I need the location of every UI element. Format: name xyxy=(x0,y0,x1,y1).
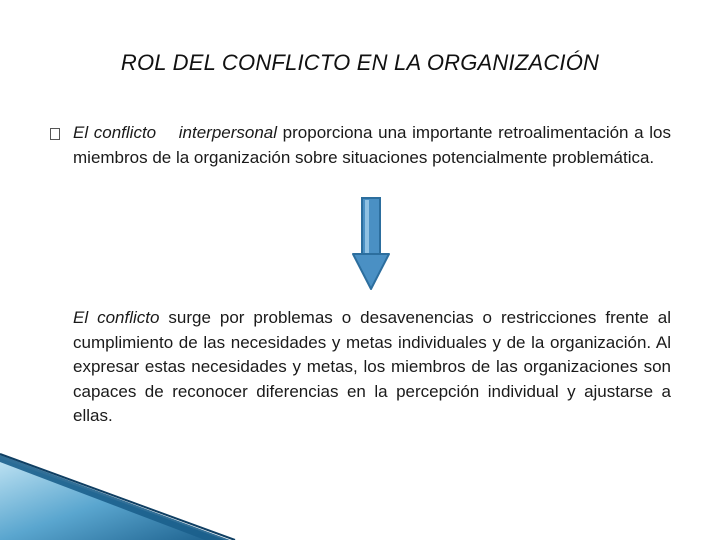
paragraph-interpersonal-conflict xyxy=(73,121,671,170)
corner-swoosh-decoration xyxy=(0,440,720,540)
down-arrow-icon xyxy=(351,196,391,292)
paragraph1-lead: El conflicto xyxy=(73,123,157,142)
paragraph2-text: surge por problemas o desavenencias o restricciones frente al cumplimiento de las necesidades y metas individuales y de la organización. Al expresar estas necesidades y metas, los miembros de las organizaciones son capaces de reconocer diferencias en la percepción individual y ajustarse a ellas. xyxy=(73,308,672,425)
paragraph2-lead: El conflicto xyxy=(73,308,160,327)
paragraph1-emphasis: interpersonal xyxy=(178,123,278,142)
paragraph-conflict-origin xyxy=(73,306,671,429)
paragraph1-text: proporciona una importante retroalimentación a los miembros de la organización sobre situaciones potencialmente problemática. xyxy=(73,123,671,167)
checkbox-bullet-icon xyxy=(50,128,60,140)
slide-title: ROL DEL CONFLICTO EN LA ORGANIZACIÓN xyxy=(120,50,600,75)
